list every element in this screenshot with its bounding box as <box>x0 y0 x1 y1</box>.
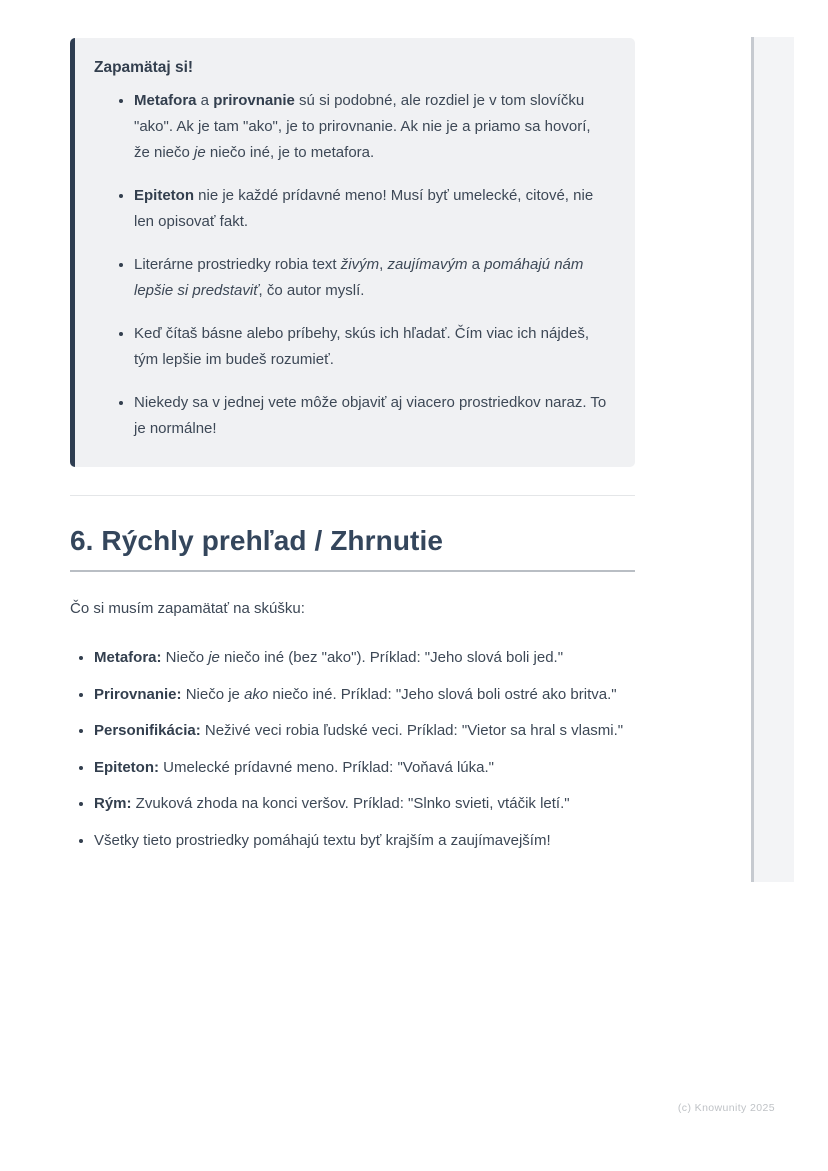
callout-box <box>70 38 635 467</box>
text-segment: živým <box>340 256 380 273</box>
text-segment: Epiteton: <box>94 758 159 776</box>
text-segment: nie je každé prídavné meno! Musí byť umelecké, citové, nie len opisovať fakt. <box>134 187 594 230</box>
section-heading: 6. Rýchly prehľad / Zhrnutie <box>70 525 635 572</box>
list-item <box>94 791 635 817</box>
list-item <box>94 682 635 708</box>
text-segment: Všetky tieto prostriedky pomáhajú textu byť krajším a zaujímavejším! <box>94 831 551 849</box>
list-item <box>134 87 609 166</box>
text-segment: ako <box>244 685 269 703</box>
callout-list <box>94 87 609 442</box>
text-segment: zaujímavým <box>387 256 468 273</box>
text-segment: prirovnanie <box>213 92 295 109</box>
text-segment: je <box>208 649 220 666</box>
list-item <box>94 755 635 781</box>
list-item <box>94 828 635 854</box>
list-item <box>94 718 635 744</box>
text-segment: niečo iné, je to metafora. <box>205 144 375 161</box>
text-segment: a <box>467 256 485 273</box>
content-column <box>70 38 635 853</box>
section-divider <box>70 495 635 496</box>
intro-text: Čo si musím zapamätať na skúšku: <box>70 600 305 617</box>
text-segment: Niečo <box>161 649 209 666</box>
text-segment: sú si podobné, ale rozdiel je v tom slovíčku "ako". Ak je tam "ako", je to prirovnanie. Ak nie je a priamo sa hovorí, že niečo <box>134 92 591 161</box>
list-item <box>94 645 635 671</box>
text-segment: a <box>196 92 214 109</box>
summary-list <box>70 645 635 853</box>
list-item <box>134 320 609 373</box>
text-segment: , <box>379 256 388 273</box>
text-segment: Neživé veci robia ľudské veci. Príklad: "Vietor sa hral s vlasmi." <box>200 722 624 739</box>
callout-title: Zapamätaj si! <box>94 59 194 76</box>
text-segment: pomáhajú nám lepšie si predstaviť <box>134 256 584 299</box>
text-segment: Epiteton <box>134 187 194 204</box>
text-segment: Metafora: <box>94 649 162 666</box>
text-segment: Literárne prostriedky robia text <box>134 256 341 273</box>
text-segment: Metafora <box>134 92 197 109</box>
list-item <box>134 182 609 235</box>
text-segment: Umelecké prídavné meno. Príklad: "Voňavá lúka." <box>159 758 494 776</box>
adjacent-page-edge <box>751 37 794 882</box>
list-item <box>134 251 609 304</box>
text-segment: je <box>194 144 206 161</box>
text-segment: Keď čítaš básne alebo príbehy, skús ich hľadať. Čím viac ich nájdeš, tým lepšie im budeš rozumieť. <box>134 325 590 368</box>
text-segment: Niečo je <box>181 685 245 703</box>
text-segment: Personifikácia: <box>94 722 201 739</box>
text-segment: Rým: <box>94 795 132 812</box>
list-item <box>134 389 609 442</box>
copyright-footer: (c) Knowunity 2025 <box>677 1102 775 1114</box>
text-segment: Prirovnanie: <box>94 685 182 703</box>
text-segment: niečo iné (bez "ako"). Príklad: "Jeho slová boli jed." <box>219 649 564 666</box>
text-segment: Niekedy sa v jednej vete môže objaviť aj viacero prostriedkov naraz. To je normálne! <box>134 394 607 437</box>
text-segment: niečo iné. Príklad: "Jeho slová boli ostré ako britva." <box>268 685 617 703</box>
text-segment: , čo autor myslí. <box>258 282 365 299</box>
text-segment: Zvuková zhoda na konci veršov. Príklad: "Slnko svieti, vtáčik letí." <box>131 795 570 812</box>
